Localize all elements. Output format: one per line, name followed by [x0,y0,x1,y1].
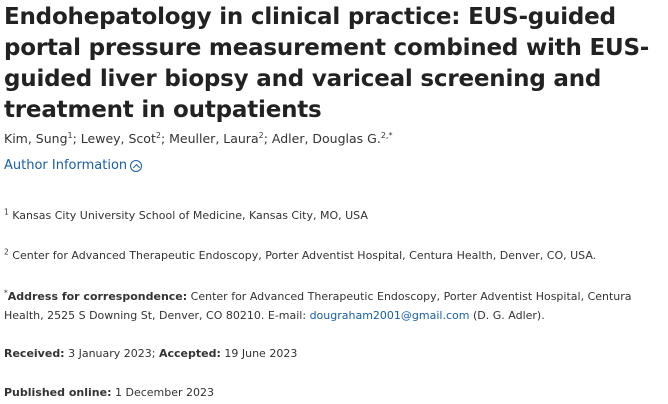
author-list: Kim, Sung$^1$; Lewey, Scot$^2$; Meuller, Laura$^2$; Adler, Douglas G.$^{2,*}$ [4,130,393,146]
received-accepted-dates: Received: 3 January 2023; Accepted: 19 June 2023 [4,347,298,360]
author-information-toggle[interactable] [4,157,142,175]
published-date-row [4,385,214,401]
chevron-up-circle-icon [130,160,142,172]
published-date: 1 December 2023 [114,386,215,399]
author-sup: 1 [67,130,73,140]
received-date: 3 January 2023 [68,347,152,360]
correspondence-suffix: (D. G. Adler). [472,309,545,322]
affiliation-2 [4,248,596,264]
affiliation-sup: 1 [4,207,9,217]
author-name[interactable]: Kim, Sung [4,131,68,146]
author-name[interactable]: Meuller, Laura [169,131,259,146]
author-name[interactable]: Adler, Douglas G. [271,131,381,146]
accepted-label: Accepted: [158,347,221,360]
article-title: Endohepatology in clinical practice: EUS-guided portal pressure measurement combined with EUS-guided liver biopsy and variceal screening and treatment in outpatients [4,4,650,123]
correspondence-label: Address for correspondence: [7,290,188,303]
published-label: Published online: [4,386,112,399]
affiliation-1 [4,208,368,224]
affiliation-text: Center for Advanced Therapeutic Endoscopy, Porter Adventist Hospital, Centura Health, Denver, CO, USA. [12,249,597,262]
author-sup: 2 [258,130,264,140]
affiliation-sup: 2 [4,247,9,257]
author-sup: 2 [155,130,161,140]
correspondence-text: Center for Advanced Therapeutic Endoscopy, Porter Adventist Hospital, Centura Health, 2525 S Downing St, Denver, CO 80210. E-mail: [4,290,632,322]
author-name[interactable]: Lewey, Scot [80,131,156,146]
author-sup: 2,* [380,130,393,140]
affiliation-text: Kansas City University School of Medicine, Kansas City, MO, USA [12,209,368,222]
correspondence-sup: * [4,288,8,298]
received-label: Received: [4,347,65,360]
author-information-label: Author Information [4,158,128,173]
correspondence-email-link[interactable]: dougraham2001@gmail.com [309,309,470,322]
correspondence [4,287,654,325]
accepted-date: 19 June 2023 [224,347,298,360]
